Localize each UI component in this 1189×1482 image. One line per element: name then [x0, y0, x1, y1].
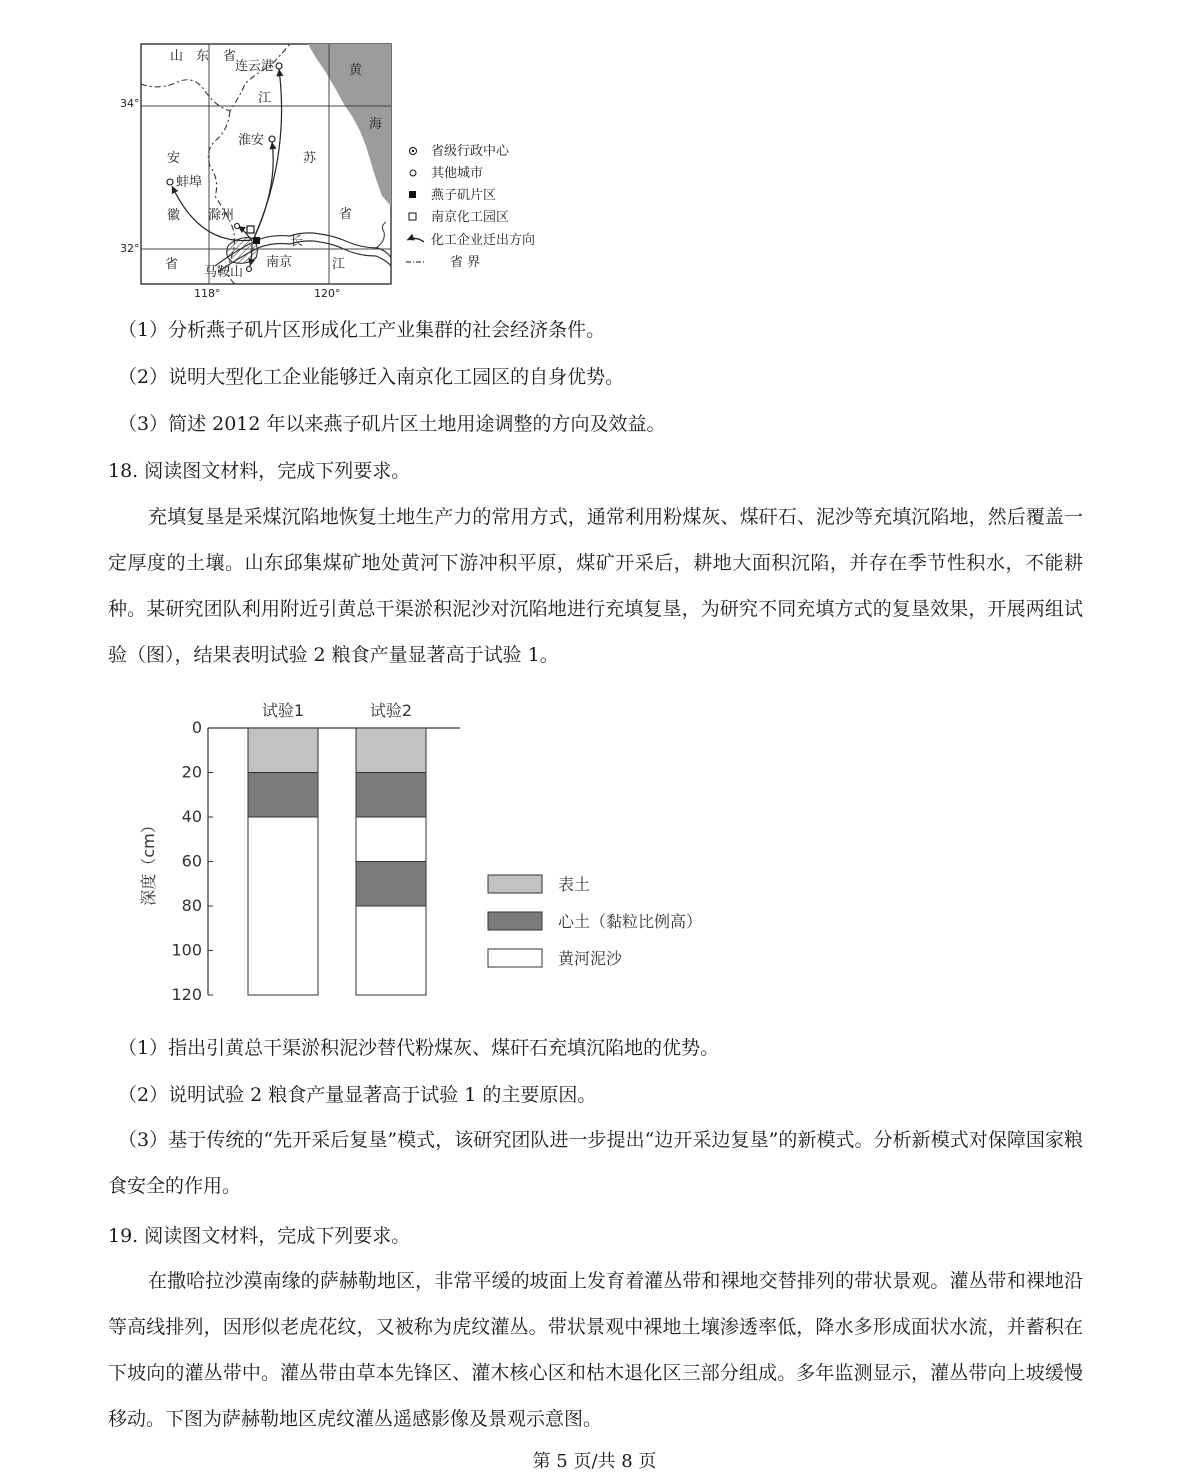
- yanziji-marker: [253, 237, 260, 244]
- label-chang: 长: [290, 234, 304, 249]
- q19-heading: 19. 阅读图文材料，完成下列要求。: [108, 1225, 411, 1247]
- q17-subquestion-1: （1）分析燕子矶片区形成化工产业集群的社会经济条件。: [118, 319, 606, 341]
- label-an: 安: [167, 151, 181, 166]
- legend-label-2: 其他城市: [431, 166, 484, 181]
- layer-segment: [356, 773, 426, 818]
- arrow-icon: [407, 238, 424, 242]
- label-jiang-top: 江: [258, 91, 272, 106]
- q18-subquestion-1: （1）指出引黄总干渠淤积泥沙替代粉煤灰、煤矸石充填沉陷地的优势。: [118, 1037, 720, 1059]
- layer-segment: [248, 817, 318, 995]
- legend-swatch: [488, 875, 542, 893]
- label-lat-32: 32°: [120, 242, 140, 255]
- chuzhou-dot: [235, 224, 240, 229]
- legend-swatch: [488, 949, 542, 967]
- layer-segment: [356, 862, 426, 907]
- q18-heading: 18. 阅读图文材料，完成下列要求。: [108, 460, 411, 482]
- legend-swatch: [488, 912, 542, 930]
- q19-paragraph: 在撒哈拉沙漠南缘的萨赫勒地区，非常平缓的坡面上发育着灌丛带和裸地交替排列的带状景观。灌丛带和裸地沿等高线排列，因形似老虎花纹，又被称为虎纹灌丛。带状景观中裸地土壤渗透率低，降水多形成面状水流，并蓄积在下坡向的灌丛带中。灌丛带由草本先锋区、灌木核心区和枯木退化区三部分组成。多年监测显示，灌丛带向上坡缓慢移动。下图为萨赫勒地区虎纹灌丛遥感影像及景观示意图。: [108, 1270, 1083, 1430]
- jiangsu-map: [120, 36, 580, 302]
- map-legend: [406, 143, 535, 270]
- label-lon-120: 120°: [314, 287, 341, 300]
- label-shandong-3: 省: [223, 49, 237, 64]
- page-footer: 第 5 页/共 8 页: [532, 1451, 657, 1472]
- y-tick-label: 60: [181, 851, 202, 871]
- y-tick-label: 100: [171, 940, 202, 960]
- label-sheng-left: 省: [165, 257, 179, 272]
- label-lianyungang: 连云港: [235, 59, 275, 74]
- open-square-icon: [409, 213, 416, 220]
- y-tick-label: 80: [181, 896, 202, 915]
- layer-segment: [356, 817, 426, 862]
- legend-label: 黄河泥沙: [558, 949, 623, 968]
- huaian-dot: [269, 136, 275, 142]
- layer-segment: [356, 728, 426, 773]
- y-axis-label: 深度（cm）: [139, 817, 158, 906]
- label-lat-34: 34°: [120, 97, 140, 110]
- layer-segment: [248, 728, 318, 773]
- label-maanshan: 马鞍山: [204, 265, 244, 280]
- label-huang: 黄: [349, 63, 363, 78]
- label-sheng-right: 省: [339, 207, 353, 222]
- q18-paragraph: 充填复垦是采煤沉陷地恢复土地生产力的常用方式，通常利用粉煤灰、煤矸石、泥沙等充填沉陷地，然后覆盖一定厚度的土壤。山东邱集煤矿地处黄河下游冲积平原，煤矿开采后，耕地大面积沉陷，并存在季节性积水，不能耕种。某研究团队利用附近引黄总干渠淤积泥沙对沉陷地进行充填复垦，为研究不同充填方式的复垦效果，开展两组试验（图），结果表明试验 2 粮食产量显著高于试验 1。: [108, 506, 1083, 666]
- legend-label-1: 省级行政中心: [431, 144, 510, 159]
- q18-subquestion-3: （3）基于传统的“先开采后复垦”模式，该研究团队进一步提出“边开采边复垦”的新模式。分析新模式对保障国家粮食安全的作用。: [108, 1129, 1083, 1197]
- label-lon-118: 118°: [194, 287, 221, 300]
- legend-label: 表土: [558, 875, 591, 894]
- depth-chart: [130, 690, 750, 1010]
- legend-label-4: 南京化工园区: [431, 210, 510, 225]
- label-hui: 徽: [167, 208, 181, 223]
- maanshan-dot: [247, 267, 252, 272]
- column-label: 试验1: [261, 701, 305, 720]
- column-label: 试验2: [369, 701, 413, 720]
- label-su: 苏: [303, 151, 317, 166]
- filled-square-icon: [409, 191, 416, 198]
- lianyungang-dot: [276, 63, 282, 69]
- label-nanjing: 南京: [266, 255, 293, 270]
- q17-subquestion-2: （2）说明大型化工企业能够迁入南京化工园区的自身优势。: [118, 366, 625, 388]
- legend-label-3: 燕子矶片区: [431, 188, 497, 203]
- q18-subquestion-2: （2）说明试验 2 粮食产量显著高于试验 1 的主要原因。: [118, 1084, 597, 1106]
- open-circle-icon: [410, 170, 416, 176]
- y-tick-label: 120: [171, 985, 202, 1004]
- label-shandong-1: 山: [170, 49, 184, 64]
- q17-subquestion-3: （3）简述 2012 年以来燕子矶片区土地用途调整的方向及效益。: [118, 413, 666, 435]
- label-bengbu: 蚌埠: [176, 175, 203, 190]
- chemical-park-marker: [247, 226, 254, 233]
- label-hai: 海: [369, 117, 383, 132]
- layer-segment: [248, 773, 318, 818]
- legend-label: 心土（黏粒比例高）: [558, 912, 703, 931]
- layer-segment: [356, 906, 426, 995]
- legend-label-6: 省 界: [450, 255, 481, 270]
- label-shandong-2: 东: [196, 49, 210, 64]
- legend-label-5: 化工企业迁出方向: [431, 233, 536, 248]
- label-huaian: 淮安: [238, 133, 265, 148]
- y-tick-label: 40: [181, 807, 202, 826]
- y-tick-label: 20: [181, 762, 202, 782]
- bengbu-dot: [167, 179, 173, 185]
- y-tick-label: 0: [191, 718, 202, 737]
- label-jiang-bottom: 江: [332, 257, 346, 272]
- label-chuzhou: 滁州: [208, 208, 235, 223]
